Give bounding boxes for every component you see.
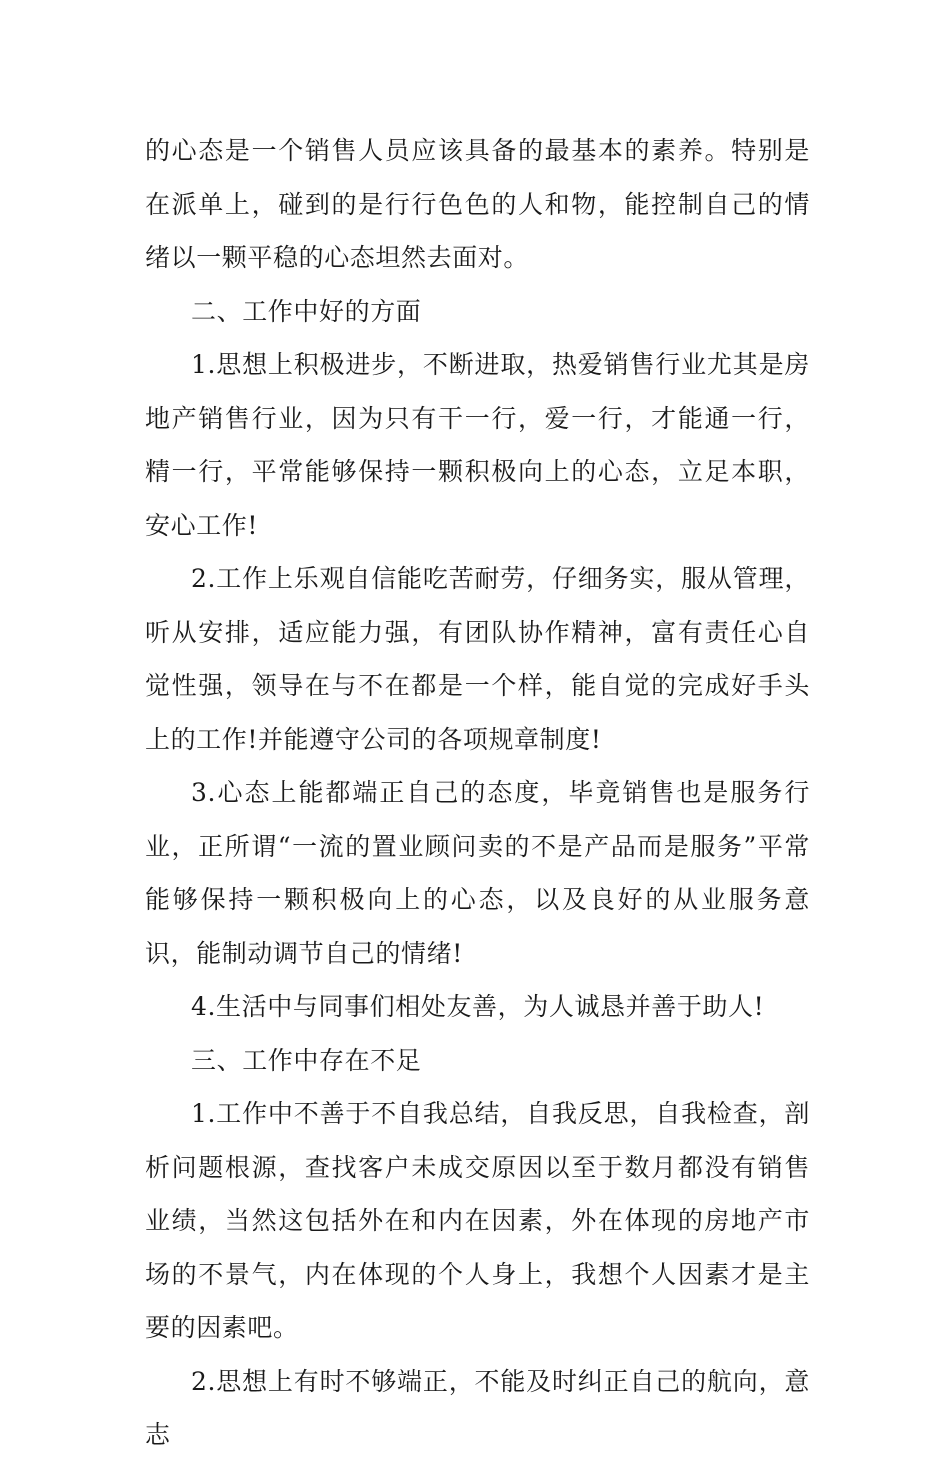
paragraph-continuation: 的心态是一个销售人员应该具备的最基本的素养。特别是在派单上，碰到的是行行色色的人和物，能控制自己的情绪以一颗平稳的心态坦然去面对。	[145, 136, 810, 272]
shortcoming-item-2: 2.思想上有时不够端正，不能及时纠正自己的航向，意志	[145, 1366, 810, 1449]
section-heading-shortcomings: 三、工作中存在不足	[191, 1045, 422, 1075]
strength-item-2: 2.工作上乐观自信能吃苦耐劳，仔细务实，服从管理，听从安排，适应能力强，有团队协作精神，富有责任心自觉性强，领导在与不在都是一个样，能自觉的完成好手头上的工作!并能遵守公司的各项规章制度!	[145, 564, 810, 754]
shortcoming-item-1: 1.工作中不善于不自我总结，自我反思，自我检查，剖析问题根源，查找客户未成交原因以至于数月都没有销售业绩，当然这包括外在和内在因素，外在体现的房地产市场的不景气，内在体现的个人身上，我想个人因素才是主要的因素吧。	[145, 1099, 810, 1342]
section-heading-strengths: 二、工作中好的方面	[191, 296, 422, 326]
strength-item-4: 4.生活中与同事们相处友善，为人诚恳并善于助人!	[191, 992, 765, 1021]
strength-item-1: 1.思想上积极进步，不断进取，热爱销售行业尤其是房地产销售行业，因为只有干一行，爱一行，才能通一行，精一行，平常能够保持一颗积极向上的心态，立足本职，安心工作!	[145, 350, 810, 540]
strength-item-3: 3.心态上能都端正自己的态度，毕竟销售也是服务行业，正所谓“一流的置业顾问卖的不是产品而是服务”平常能够保持一颗积极向上的心态，以及良好的从业服务意识，能制动调节自己的情绪!	[145, 778, 810, 968]
document-body	[145, 124, 810, 1462]
